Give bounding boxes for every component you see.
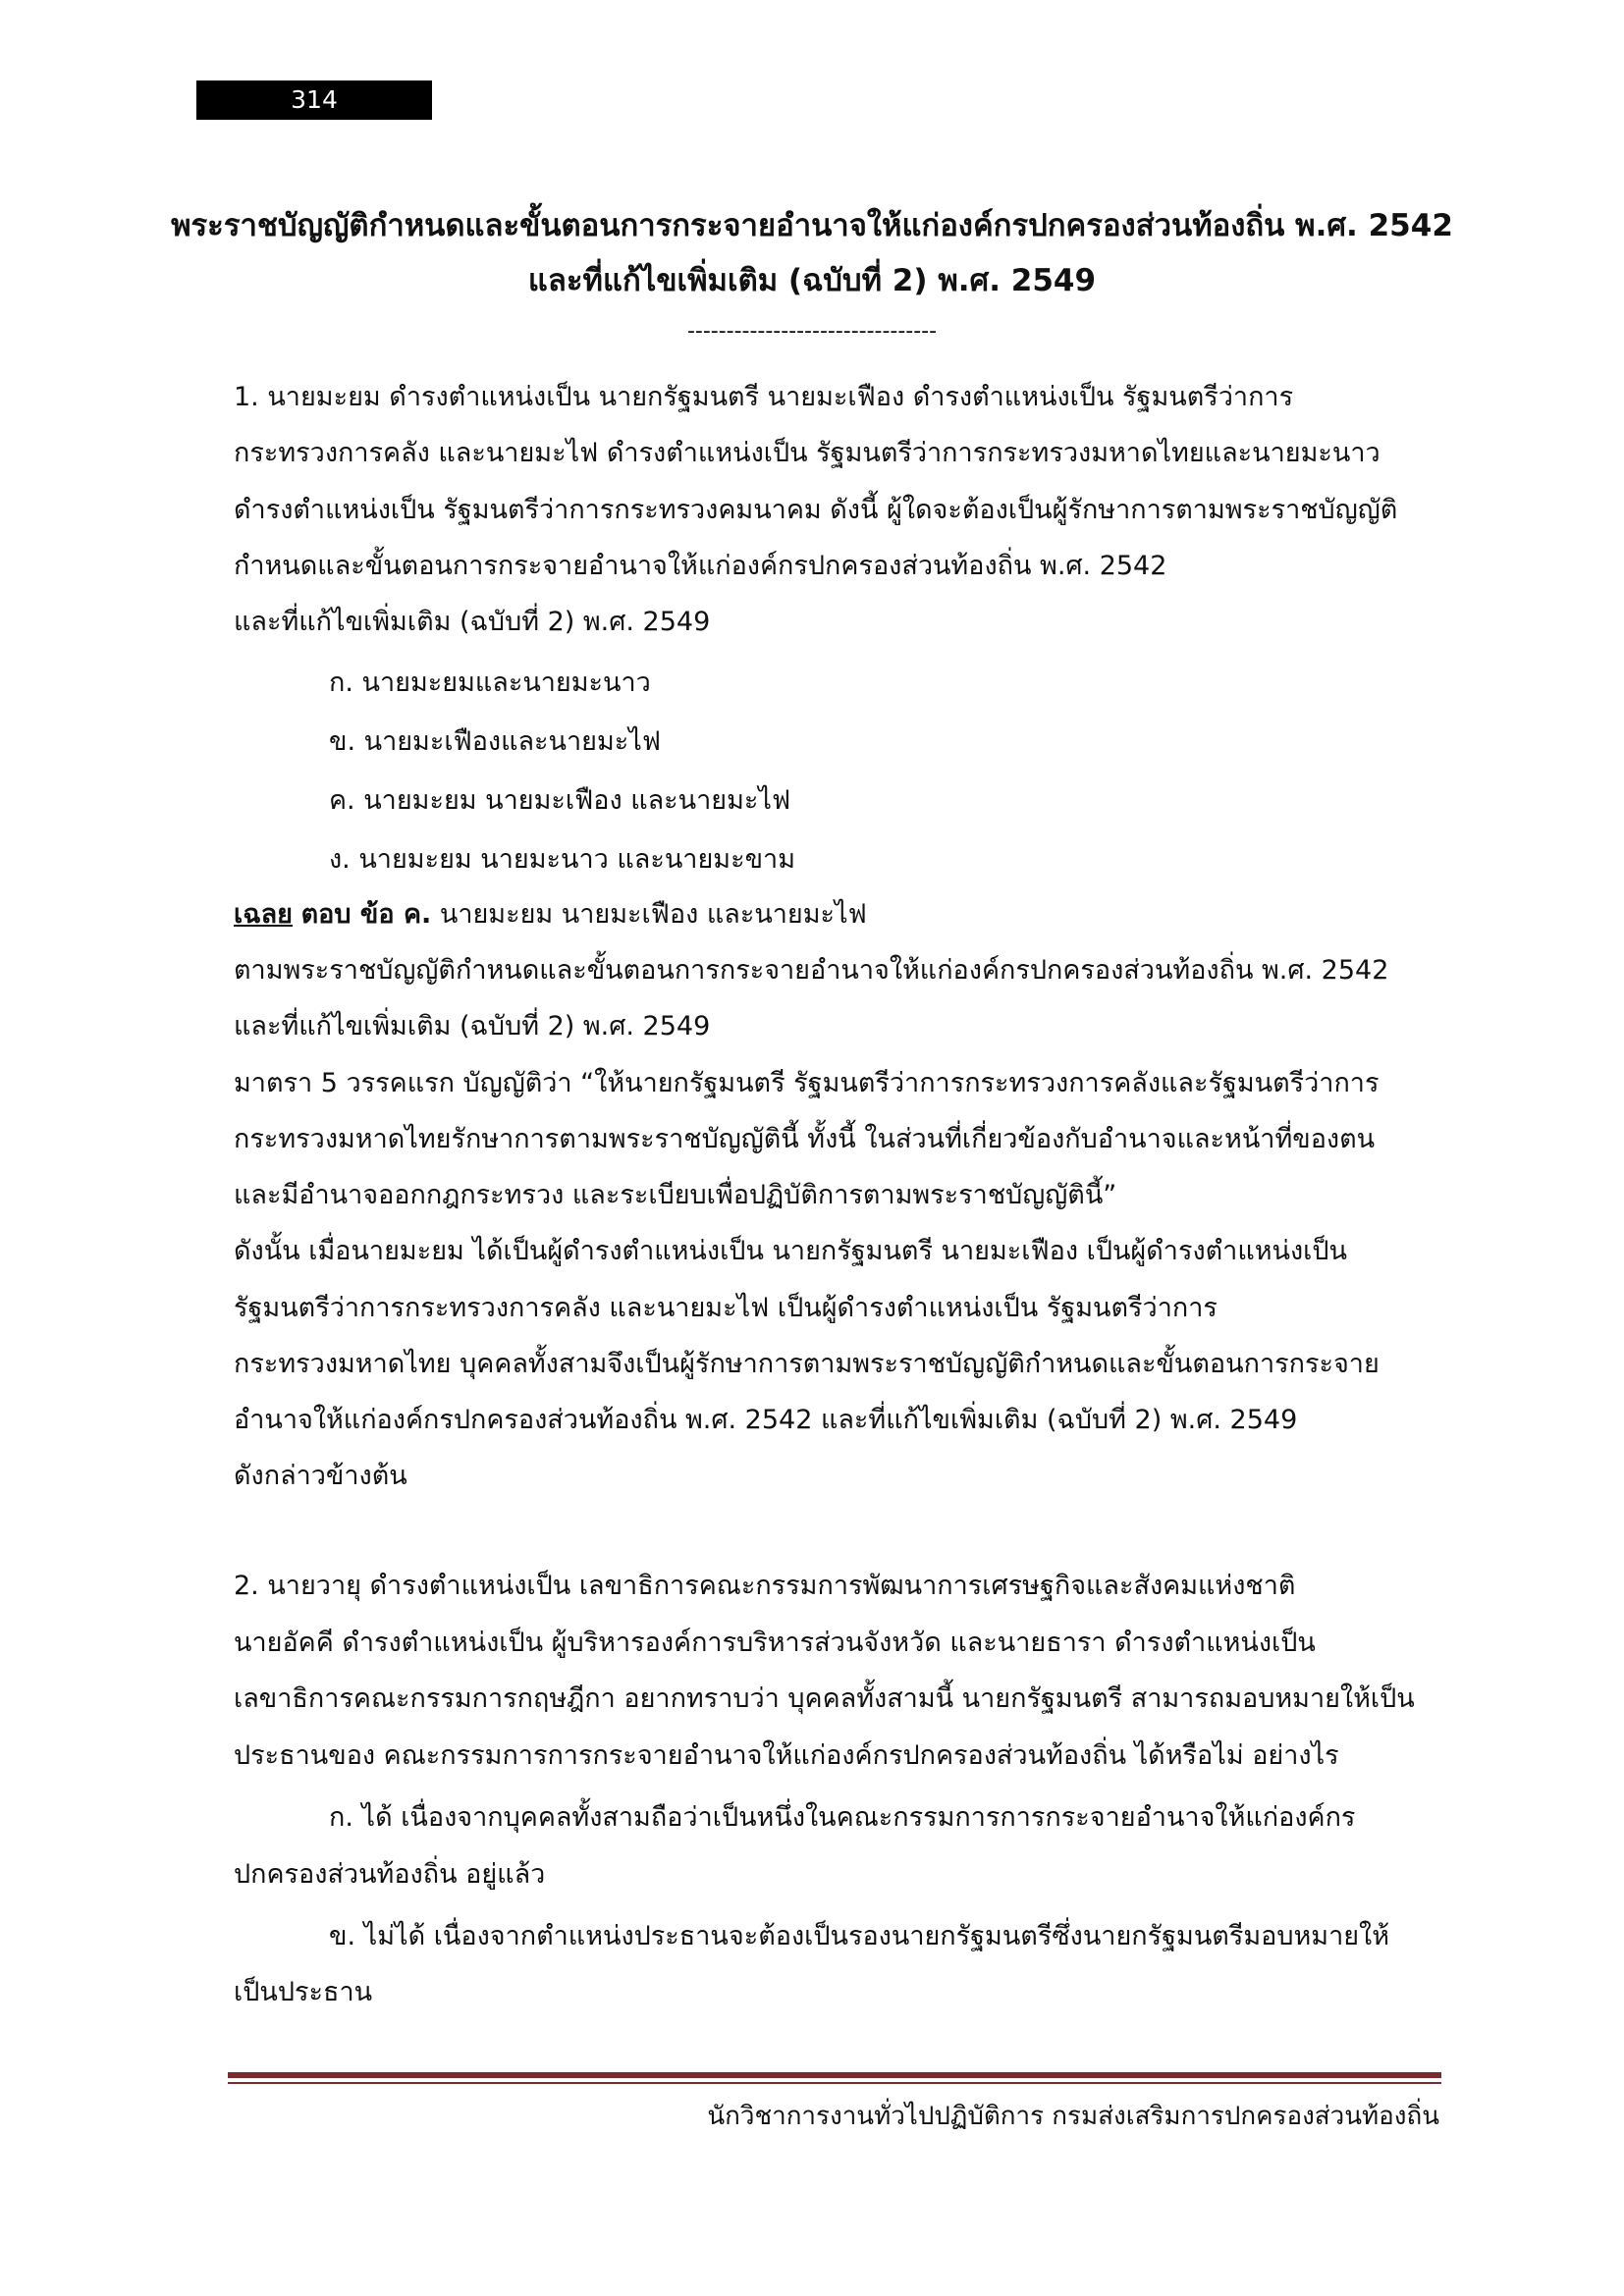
q1-option-c: ค. นายมะยม นายมะเฟือง และนายมะไฟ (329, 785, 791, 816)
q1-line: กำหนดและขั้นตอนการกระจายอำนาจให้แก่องค์กรปกครองส่วนท้องถิ่น พ.ศ. 2542 (234, 551, 1167, 581)
q1-line: กระทรวงการคลัง และนายมะไฟ ดำรงตำแหน่งเป็น รัฐมนตรีว่าการกระทรวงมหาดไทยและนายมะนาว (234, 438, 1380, 468)
document-title-line-1: พระราชบัญญัติกำหนดและขั้นตอนการกระจายอำนาจให้แก่องค์กรปกครองส่วนท้องถิ่น พ.ศ. 2542 (171, 208, 1453, 243)
q1-option-d: ง. นายมะยม นายมะนาว และนายมะขาม (329, 844, 795, 875)
q2-line: 2. นายวายุ ดำรงตำแหน่งเป็น เลขาธิการคณะกรรมการพัฒนาการเศรษฐกิจและสังคมแห่งชาติ (234, 1571, 1296, 1601)
q1-line: ดำรงตำแหน่งเป็น รัฐมนตรีว่าการกระทรวงคมนาคม ดังนี้ ผู้ใดจะต้องเป็นผู้รักษาการตามพระราชบัญญัติ (234, 495, 1398, 525)
title-separator: -------------------------------- (686, 319, 938, 344)
q1-explanation-line: และที่แก้ไขเพิ่มเติม (ฉบับที่ 2) พ.ศ. 2549 (234, 1011, 711, 1041)
document-title-line-2: และที่แก้ไขเพิ่มเติม (ฉบับที่ 2) พ.ศ. 2549 (527, 263, 1097, 298)
q2-line: นายอัคคี ดำรงตำแหน่งเป็น ผู้บริหารองค์การบริหารส่วนจังหวัด และนายธารา ดำรงตำแหน่งเป็น (234, 1628, 1316, 1658)
q1-explanation-line: มาตรา 5 วรรคแรก บัญญัติว่า “ให้นายกรัฐมนตรี รัฐมนตรีว่าการกระทรวงการคลังและรัฐมนตรีว่าการ (234, 1068, 1380, 1098)
answer-label: เฉลย (234, 899, 293, 930)
q2-option-b-cont: เป็นประธาน (234, 1977, 373, 2007)
footer-text: นักวิชาการงานทั่วไปปฏิบัติการ กรมส่งเสริมการปกครองส่วนท้องถิ่น (707, 2102, 1439, 2131)
page-number: 314 (196, 80, 432, 120)
q1-explanation-line: กระทรวงมหาดไทย บุคคลทั้งสามจึงเป็นผู้รักษาการตามพระราชบัญญัติกำหนดและขั้นตอนการกระจาย (234, 1349, 1380, 1379)
q1-explanation-line: กระทรวงมหาดไทยรักษาการตามพระราชบัญญัตินี้ ทั้งนี้ ในส่วนที่เกี่ยวข้องกับอำนาจและหน้าที่ของตน (234, 1124, 1376, 1154)
q1-option-b: ข. นายมะเฟืองและนายมะไฟ (329, 726, 661, 757)
q1-option-a: ก. นายมะยมและนายมะนาว (329, 667, 651, 698)
footer-rule-thin (228, 2082, 1441, 2084)
q1-explanation-line: อำนาจให้แก่องค์กรปกครองส่วนท้องถิ่น พ.ศ. 2542 และที่แก้ไขเพิ่มเติม (ฉบับที่ 2) พ.ศ. 2549 (234, 1405, 1298, 1435)
q2-option-b: ข. ไม่ได้ เนื่องจากตำแหน่งประธานจะต้องเป็นรองนายกรัฐมนตรีซึ่งนายกรัฐมนตรีมอบหมายให้ (329, 1921, 1390, 1951)
q1-answer (234, 897, 867, 933)
q2-line: ประธานของ คณะกรรมการการกระจายอำนาจให้แก่องค์กรปกครองส่วนท้องถิ่น ได้หรือไม่ อย่างไร (234, 1740, 1339, 1771)
q2-option-a: ก. ได้ เนื่องจากบุคคลทั้งสามถือว่าเป็นหนึ่งในคณะกรรมการการกระจายอำนาจให้แก่องค์กร (329, 1802, 1356, 1833)
q1-explanation-line: รัฐมนตรีว่าการกระทรวงการคลัง และนายมะไฟ เป็นผู้ดำรงตำแหน่งเป็น รัฐมนตรีว่าการ (234, 1293, 1218, 1323)
q1-line: และที่แก้ไขเพิ่มเติม (ฉบับที่ 2) พ.ศ. 2549 (234, 607, 711, 637)
answer-text: นายมะยม นายมะเฟือง และนายมะไฟ (431, 899, 867, 930)
q1-explanation-line: ดังกล่าวข้างต้น (234, 1461, 407, 1491)
q1-explanation-line: ดังนั้น เมื่อนายมะยม ได้เป็นผู้ดำรงตำแหน่งเป็น นายกรัฐมนตรี นายมะเฟือง เป็นผู้ดำรงตำแหน่งเป็น (234, 1236, 1347, 1266)
q1-explanation-line: ตามพระราชบัญญัติกำหนดและขั้นตอนการกระจายอำนาจให้แก่องค์กรปกครองส่วนท้องถิ่น พ.ศ. 2542 (234, 955, 1389, 986)
answer-choice: ตอบ ข้อ ค. (300, 899, 432, 930)
q1-line: 1. นายมะยม ดำรงตำแหน่งเป็น นายกรัฐมนตรี นายมะเฟือง ดำรงตำแหน่งเป็น รัฐมนตรีว่าการ (234, 382, 1294, 412)
footer-rule (228, 2072, 1441, 2078)
q1-explanation-line: และมีอำนาจออกกฎกระทรวง และระเบียบเพื่อปฏิบัติการตามพระราชบัญญัตินี้” (234, 1180, 1117, 1210)
q2-line: เลขาธิการคณะกรรมการกฤษฎีกา อยากทราบว่า บุคคลทั้งสามนี้ นายกรัฐมนตรี สามารถมอบหมายให้เป็น (234, 1683, 1415, 1714)
q2-option-a-cont: ปกครองส่วนท้องถิ่น อยู่แล้ว (234, 1859, 546, 1890)
